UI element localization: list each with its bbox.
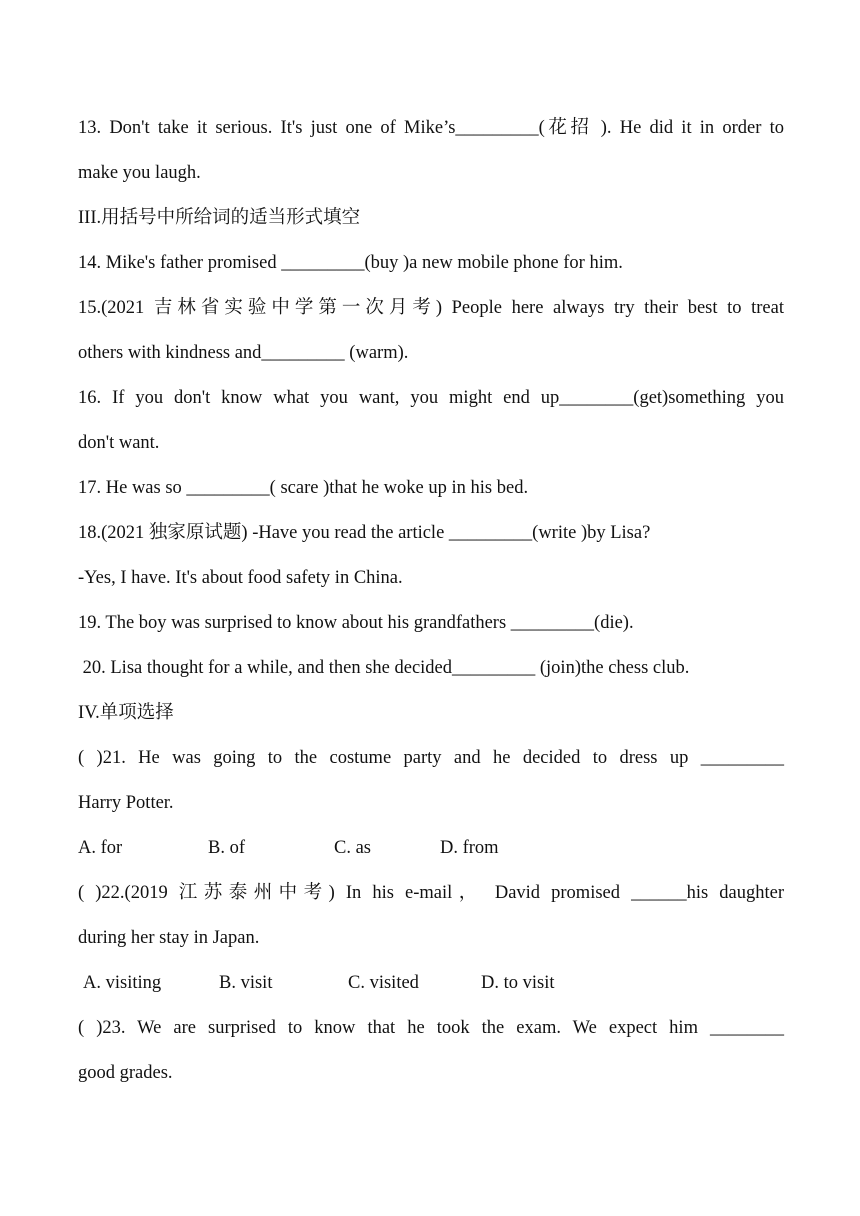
option-b: B. of: [208, 838, 245, 858]
question-21-options: [78, 826, 784, 871]
question-13-line-2: make you laugh.: [78, 163, 201, 183]
question-18-line-2: -Yes, I have. It's about food safety in China.: [78, 568, 403, 588]
option-d: D. from: [440, 838, 499, 858]
question-22-options: [78, 961, 784, 1006]
question-19: 19. The boy was surprised to know about his grandfathers _________(die).: [78, 613, 634, 633]
question-17: 17. He was so _________( scare )that he woke up in his bed.: [78, 478, 529, 498]
question-22-line-1: ( )22.(2019 江苏泰州中考) In his e-mail， David promised ______his daughter: [78, 883, 784, 903]
option-a: A. visiting: [83, 973, 162, 993]
question-13-line-1: 13. Don't take it serious. It's just one of Mike’s_________(花招 ). He did it in order to: [78, 118, 784, 138]
question-18-line-1: 18.(2021 独家原试题) -Have you read the article _________(write )by Lisa?: [78, 523, 651, 543]
question-16-line-1: 16. If you don't know what you want, you might end up________(get)something you: [78, 388, 784, 408]
option-d: D. to visit: [481, 973, 555, 993]
question-21-line-2: Harry Potter.: [78, 793, 174, 813]
question-15-line-1: 15.(2021 吉林省实验中学第一次月考) People here always try their best to treat: [78, 298, 784, 318]
question-20: 20. Lisa thought for a while, and then she decided_________ (join)the chess club.: [78, 658, 690, 678]
question-21-line-1: ( )21. He was going to the costume party and he decided to dress up _________: [78, 748, 784, 768]
question-14: 14. Mike's father promised _________(buy )a new mobile phone for him.: [78, 253, 623, 273]
option-a: A. for: [78, 838, 123, 858]
section-3-heading: III.用括号中所给词的适当形式填空: [78, 208, 361, 228]
question-22-line-2: during her stay in Japan.: [78, 928, 260, 948]
option-b: B. visit: [219, 973, 273, 993]
section-4-heading: IV.单项选择: [78, 703, 174, 723]
question-15-line-2: others with kindness and_________ (warm).: [78, 343, 409, 363]
option-c: C. visited: [348, 973, 419, 993]
question-16-line-2: don't want.: [78, 433, 160, 453]
question-23-line-1: ( )23. We are surprised to know that he took the exam. We expect him ________: [78, 1018, 784, 1038]
option-c: C. as: [334, 838, 371, 858]
question-23-line-2: good grades.: [78, 1063, 173, 1083]
worksheet-page: [78, 106, 784, 1096]
